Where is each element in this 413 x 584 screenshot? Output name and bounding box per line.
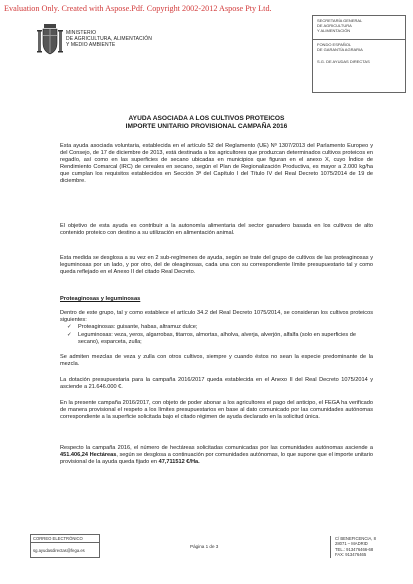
fega-label: FONDO ESPAÑOL DE GARANTÍA AGRARIA (317, 42, 363, 52)
department-box (312, 15, 406, 93)
email-label: CORREO ELECTRÓNICO (33, 536, 83, 541)
document-subtitle: IMPORTE UNITARIO PROVISIONAL CAMPAÑA 2016 (125, 123, 288, 130)
document-page: Evaluation Only. Created with Aspose.Pdf. Copyright 2002-2012 Aspose Pty Ltd. MINISTERIO DE AGRICULTURA, ALIMENTACIÓN Y MEDIO AMBIENTE SECRETARÍA GENERAL DE AGRICULTURA Y ALIMENTACIÓN FONDO ESPAÑOL DE GARANTÍA AGRARIA S.G. DE AYUDAS DIRECTAS AYUDA ASOCIADA A LOS CULTIVOS PROTEICOS IMPORTE UNITARIO PROVISIONAL CAMPAÑA 2016 Esta ayuda asociada voluntaria, establecida en el artículo 52 del Reglamento (UE) Nº 1307/2013 del Parlamento Europeo y del Consejo, de 17 de diciembre de 2013, está destinada a los agricultores que produzcan determinados cultivos proteicos en regadío, así como en las superficies de secano ubicadas en municipios que figuran en el anexo X, cuyo Índice de Rendimiento Comarcal (IRC) de cereales en secano, según el Plan de Regionalización Productiva, es mayor a 2.000 kg/ha que cumplan los requisitos establecidos en Sección 3ª del Capítulo I del Título IV del Real Decreto 1075/2014 de 19 de diciembre. El objetivo de esta ayuda es contribuir a la autonomía alimentaria del sector ganadero basada en los cultivos de alto contenido proteico con destino a su utilización en alimentación animal. Esta medida se desglosa a su vez en 2 sub-regímenes de ayuda, según se trate del grupo de cultivos de las proteaginosas y leguminosas por un lado, y por otro, del de oleaginosas, cada una con su correspondiente límite presupuestario tal y como queda reflejado en el Anexo II del citado Real Decreto. Proteaginosas y leguminosas Dentro de este grupo, tal y como establece el artículo 34.2 del Real Decreto 1075/2014, se consideran los cultivos proteicos siguientes: ✓ Proteaginosas: guisante, habas, altramuz dulce; ✓ Leguminosas: veza, yeros, algarrobas, titarros, almortas, alholva, alverja, alverjón, alfalfa (solo en superficies de secano), esparceta, zulla; Se admiten mezclas de veza y zulla con otros cultivos, siempre y cuando éstos no sean la especie predominante de la mezcla. La dotación presupuestaria para la campaña 2016/2017 queda establecida en el Anexo II del Real Decreto 1075/2014 y asciende a 21.646.000 €. En la presente campaña 2016/2017, con objeto de poder abonar a los agricultores el pago del anticipo, el FEGA ha verificado de manera provisional el respeto a los límites presupuestarios en base al dato comunicado por las comunidades autónomas correspondiente a la superficie solicitada bajo el citado régimen de ayuda declarado en la solicitud única. Respecto la campaña 2016, el número de hectáreas solicitadas comunicadas por las comunidades autónomas asciende a 451.406,24 Hectáreas, según se desglosa a continuación por comunidades autónomas, lo que supone que el importe unitario provisional de la ayuda queda fijado en 47,711512 €/Ha. CORREO ELECTRÓNICO sg.ayudasdirectas@fega.es Página 1 de 3 C/ BENEFICENCIA, 8 28071 – MADRID TEL.: 913476466-68 FAX: 913476465 (0, 0, 413, 584)
paragraph-budget: La dotación presupuestaria para la campaña 2016/2017 queda establecida en el Anexo II del Real Decreto 1075/2014 y asciende a 21.646.000 €. (60, 377, 373, 391)
paragraph-objective: El objetivo de esta ayuda es contribuir a la autonomía alimentaria del sector ganadero basada en los cultivos de alto contenido proteico con destino a su utilización en alimentación animal. (60, 223, 373, 237)
subdirectorate-label: S.G. DE AYUDAS DIRECTAS (317, 59, 370, 64)
checkmark-icon: ✓ (67, 324, 72, 330)
box-divider (313, 39, 405, 40)
email-box (30, 534, 100, 558)
paragraph-intro: Esta ayuda asociada voluntaria, establecida en el artículo 52 del Reglamento (UE) Nº 1307/2013 del Parlamento Europeo y del Consejo, de 17 de diciembre de 2013, está destinada a los agricultores que produzcan determinados cultivos proteicos en regadío, así como en las superficies de secano ubicadas en municipios que figuran en el anexo X, cuyo Índice de Rendimiento Comarcal (IRC) de cereales en secano, según el Plan de Regionalización Productiva, es mayor a 2.000 kg/ha que cumplan los requisitos establecidos en Sección 3ª del Capítulo I del Título IV del Real Decreto 1075/2014 de 19 de diciembre. (60, 143, 373, 185)
coat-of-arms-logo (37, 23, 63, 57)
secretaria-label: SECRETARÍA GENERAL DE AGRICULTURA Y ALIMENTACIÓN (317, 18, 363, 33)
paragraph-subregimes: Esta medida se desglosa a su vez en 2 sub-regímenes de ayuda, según se trate del grupo de cultivos de las proteaginosas y leguminosas por un lado, y por otro, del de oleaginosas, cada una con su correspondiente límite presupuestario tal y como queda reflejado en el Anexo II del citado Real Decreto. (60, 255, 373, 276)
watermark-text: Evaluation Only. Created with Aspose.Pdf. Copyright 2002-2012 Aspose Pty Ltd. (4, 4, 272, 13)
box-divider (31, 542, 99, 543)
paragraph-group: Dentro de este grupo, tal y como establece el artículo 34.2 del Real Decreto 1075/2014, se consideran los cultivos proteicos siguientes: (60, 310, 373, 324)
checkmark-icon: ✓ (67, 332, 72, 338)
page-number: Página 1 de 3 (190, 544, 219, 549)
email-address[interactable]: sg.ayudasdirectas@fega.es (33, 548, 85, 553)
document-title: AYUDA ASOCIADA A LOS CULTIVOS PROTEICOS (128, 115, 285, 122)
postal-address: C/ BENEFICENCIA, 8 28071 – MADRID TEL.: 913476466-68 FAX: 913476465 (330, 536, 411, 558)
paragraph-mixtures: Se admiten mezclas de veza y zulla con otros cultivos, siempre y cuando éstos no sean la especie predominante de la mezcla. (60, 354, 373, 368)
paragraph-campaign: En la presente campaña 2016/2017, con objeto de poder abonar a los agricultores el pago del anticipo, el FEGA ha verificado de manera provisional el respeto a los límites presupuestarios en base al dato comunicado por las comunidades autónomas correspondiente a la superficie solicitada bajo el citado régimen de ayuda declarado en la solicitud única. (60, 400, 373, 421)
ministry-name: MINISTERIO DE AGRICULTURA, ALIMENTACIÓN Y MEDIO AMBIENTE (66, 30, 152, 49)
section-heading: Proteaginosas y leguminosas (60, 296, 141, 302)
paragraph-hectares: Respecto la campaña 2016, el número de hectáreas solicitadas comunicadas por las comunidades autónomas asciende a 451.406,24 Hectáreas, según se desglosa a continuación por comunidades autónomas, lo que supone que el importe unitario provisional de la ayuda queda fijado en 47,711512 €/Ha. (60, 445, 373, 466)
